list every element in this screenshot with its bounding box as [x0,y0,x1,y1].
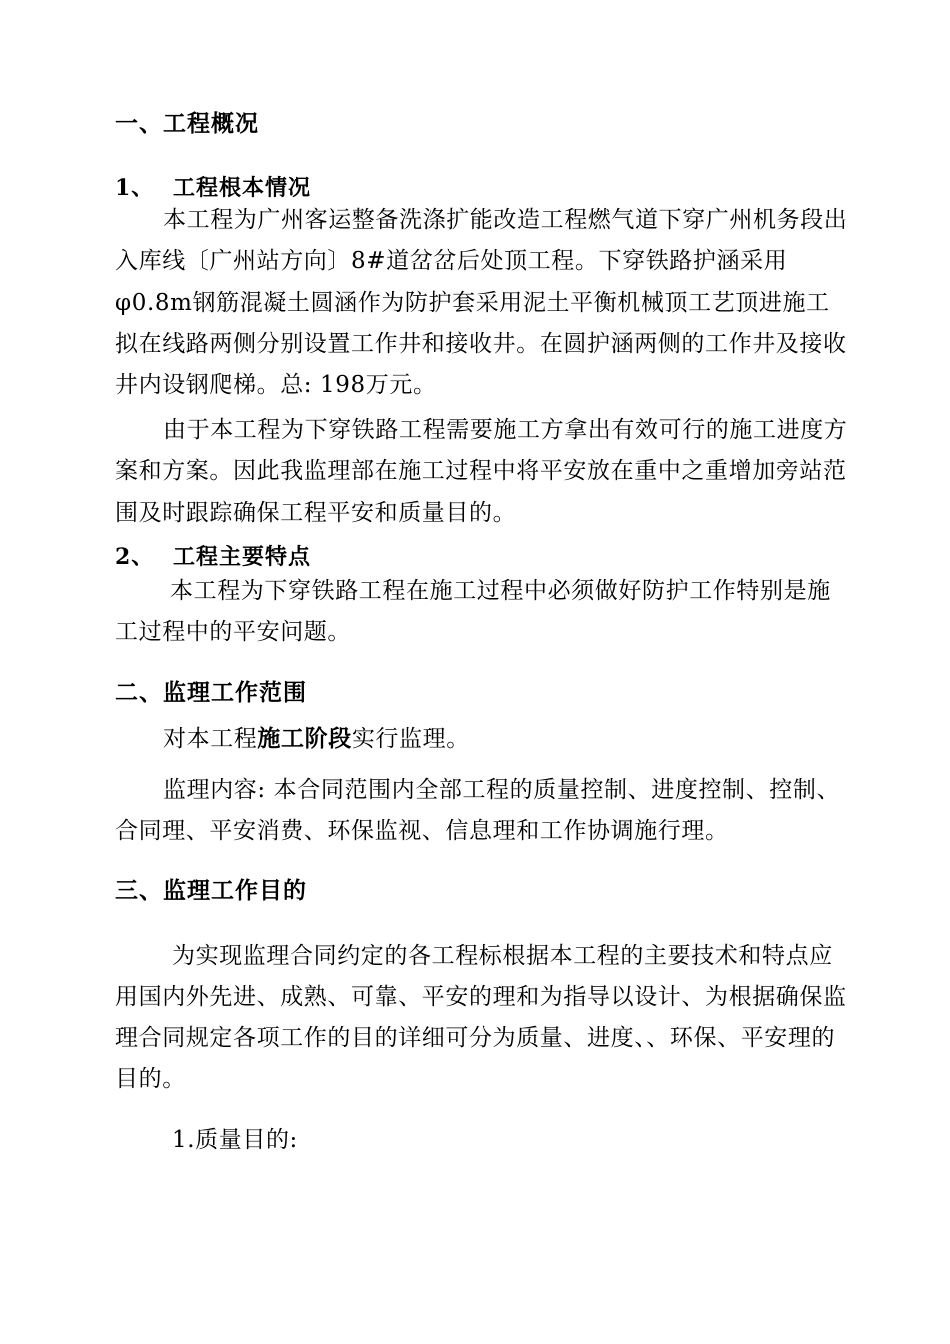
paragraph-line: 拟在线路两侧分别设置工作井和接收井。在圆护涵两侧的工作井及接收 [115,331,847,357]
paragraph-line: 本工程为广州客运整备洗涤扩能改造工程燃气道下穿广州机务段出 [163,207,848,233]
scope-prefix: 对本工程 [163,726,258,752]
paragraph-line: φ0.8m钢筋混凝土圆涵作为防护套采用泥土平衡机械顶工艺顶进施工 [115,290,830,316]
paragraph-line: 围及时跟踪确保工程平安和质量目的。 [115,500,517,526]
paragraph-line: 理合同规定各项工作的目的详细可分为质量、进度、、环保、平安理的 [115,1025,836,1051]
list-item-quality-goal: 1.质量目的: [172,1127,298,1153]
scope-suffix: 实行监理。 [351,726,470,752]
section-1-heading: 一、工程概况 [115,110,259,137]
paragraph-line: 井内设钢爬梯。总: 198万元。 [115,372,437,398]
scope-line [163,725,470,753]
subsection-2-heading [115,543,311,571]
paragraph-line: 本工程为下穿铁路工程在施工过程中必须做好防护工作特别是施 [170,578,831,604]
paragraph-line: 案和方案。因此我监理部在施工过程中将平安放在重中之重增加旁站范 [115,458,847,484]
paragraph-line: 工过程中的平安问题。 [115,619,351,645]
subsection-1-heading [115,174,311,202]
subsection-1-number: 1、 [115,175,155,201]
section-3-heading: 三、监理工作目的 [115,877,307,904]
paragraph-line: 合同理、平安消费、环保监视、信息理和工作协调施行理。 [115,818,729,844]
paragraph-line: 目的。 [115,1066,186,1092]
section-2-heading: 二、监理工作范围 [115,679,307,706]
subsection-2-number: 2、 [115,544,155,570]
paragraph-line: 入库线〔广州站方向〕8#道岔岔后处顶工程。下穿铁路护涵采用 [115,248,788,274]
scope-bold: 施工阶段 [257,725,352,752]
paragraph-line: 由于本工程为下穿铁路工程需要施工方拿出有效可行的施工进度方 [163,417,848,443]
subsection-2-title: 工程主要特点 [173,544,312,570]
subsection-1-title: 工程根本情况 [173,175,312,201]
paragraph-line: 用国内外先进、成熟、可靠、平安的理和为指导以设计、为根据确保监 [115,984,847,1010]
paragraph-line: 为实现监理合同约定的各工程标根据本工程的主要技术和特点应 [172,943,833,969]
paragraph-line: 监理内容: 本合同范围内全部工程的质量控制、进度控制、控制、 [163,777,841,803]
